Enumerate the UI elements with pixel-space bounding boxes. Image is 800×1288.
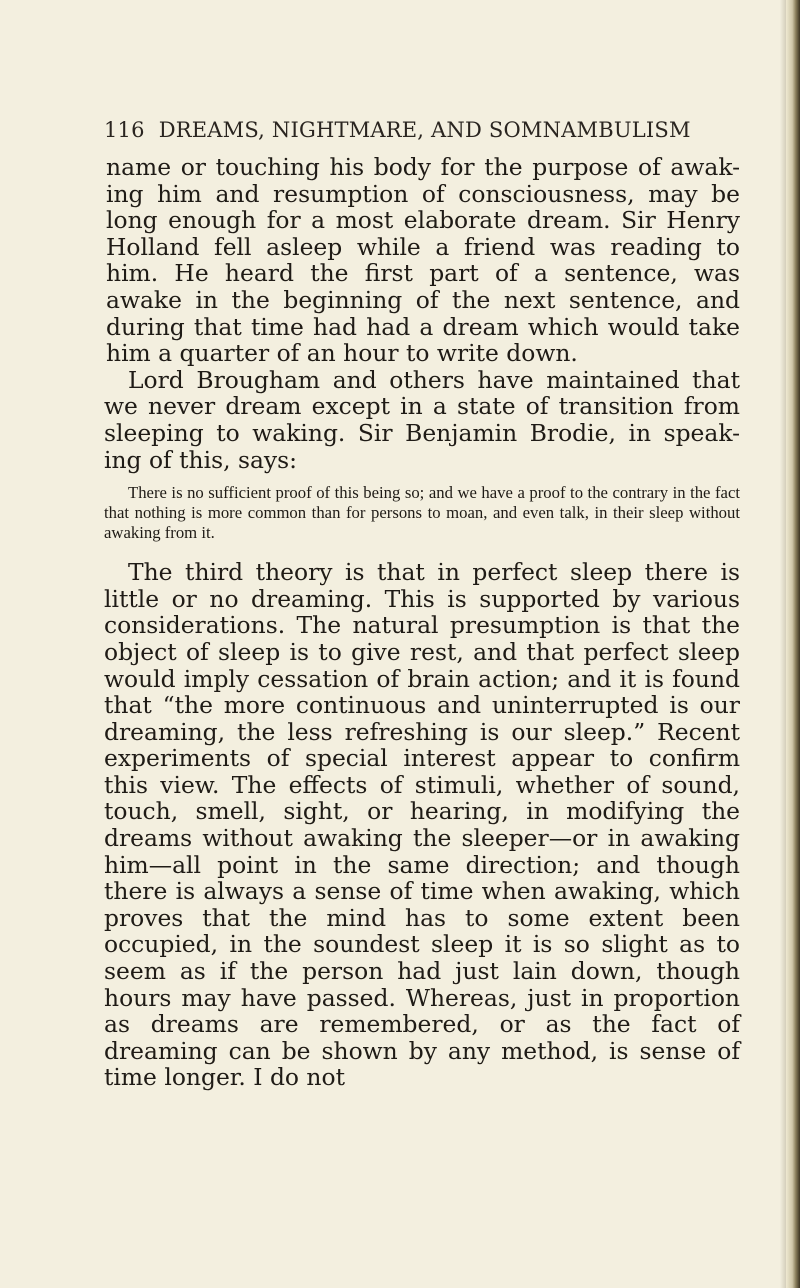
block-quote: There is no sufficient proof of this being so; and we have a proof to the contrary in the fact that nothing is more common than for persons to moan, and even talk, in their sleep without awaking from it. (104, 483, 740, 543)
page-number: 116 (104, 118, 145, 142)
paragraph-1: name or touching his body for the purpose of awak-ing him and resumption of consciousness, may be long enough for a most elaborate dream. Sir Henry Holland fell asleep while a friend was reading to him. He heard the first part of a sentence, was awake in the beginning of the next sentence, and during that time had had a dream which would take him a quarter of an hour to write down. (106, 153, 740, 368)
paragraph-2: Lord Brougham and others have maintained that we never dream except in a state of transition from sleeping to waking. Sir Benjamin Brodie, in speak-ing of this, says: (104, 365, 740, 474)
page-content (104, 118, 740, 1091)
paragraph-3: The third theory is that in perfect sleep there is little or no dreaming. This is supported by various considerations. The natural presumption is that the object of sleep is to give rest, and that perfect sleep would imply cessation of brain action; and it is found that “the more continuous and uninterrupted is our dreaming, the less refreshing is our sleep.” Recent experiments of special interest appear to confirm this view. The effects of stimuli, whether of sound, touch, smell, sight, or hearing, in modifying the dreams without awaking the sleeper—or in awaking him—all point in the same direction; and though there is always a sense of time when awaking, which proves that the mind has to some extent been occupied, in the soundest sleep it is so slight as to seem as if the person had just lain down, though hours may have passed. Whereas, just in proportion as dreams are remembered, or as the fact of dreaming can be shown by any method, is sense of time longer. I do not (104, 558, 740, 1092)
page-edge (786, 0, 800, 1288)
running-header (104, 118, 740, 142)
running-title: DREAMS, NIGHTMARE, AND SOMNAMBULISM (158, 118, 691, 142)
